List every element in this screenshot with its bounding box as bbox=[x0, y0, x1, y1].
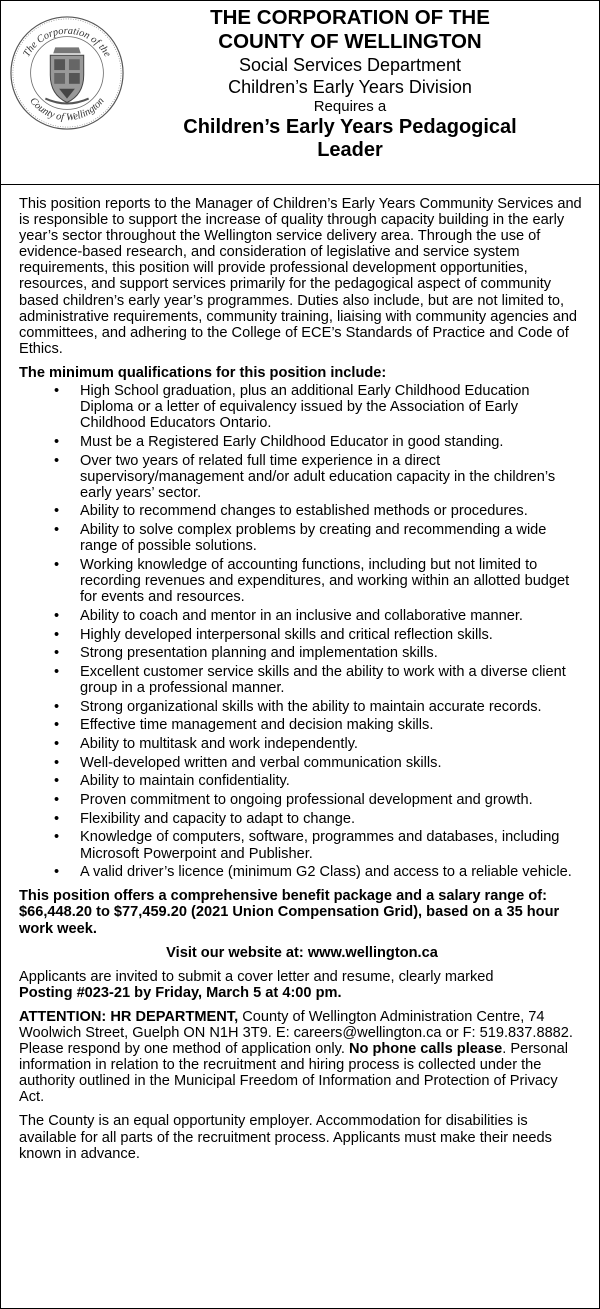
salary-paragraph: This position offers a comprehensive benefit package and a salary range of: $66,448.20 to $77,459.20 (2021 Union Compensation Grid), based on a 35 hour work week. bbox=[19, 888, 560, 937]
qualification-text: High School graduation, plus an additional Early Childhood Education Diploma or a letter of equivalency issued by the Association of Early Childhood Educators Ontario. bbox=[80, 383, 530, 432]
bullet-icon: • bbox=[54, 864, 60, 881]
bullet-icon: • bbox=[54, 736, 60, 753]
ad-body bbox=[19, 196, 585, 1170]
bullet-icon: • bbox=[54, 773, 60, 790]
qualification-text: Flexibility and capacity to adapt to change. bbox=[80, 810, 356, 827]
bullet-icon: • bbox=[54, 663, 60, 680]
bullet-icon: • bbox=[54, 383, 60, 400]
qualification-item bbox=[19, 829, 585, 861]
attention-text-2: . Personal information in relation to the recruitment and hiring process is collected under the authority outlined in the Municipal Freedom of Information and Protection of Privacy Act. bbox=[19, 1041, 568, 1106]
qualification-text: Must be a Registered Early Childhood Educator in good standing. bbox=[80, 433, 504, 450]
svg-text:The Corporation of the: The Corporation of the bbox=[21, 25, 113, 59]
website-line: Visit our website at: www.wellington.ca bbox=[166, 944, 438, 961]
qualification-text: Highly developed interpersonal skills and critical reflection skills. bbox=[80, 626, 493, 643]
division-name: Children’s Early Years Division bbox=[228, 77, 472, 97]
qualification-item bbox=[19, 773, 585, 789]
qualification-text: A valid driver’s licence (minimum G2 Class) and access to a reliable vehicle. bbox=[80, 864, 572, 881]
ad-header bbox=[0, 0, 600, 185]
no-phone-calls: No phone calls please bbox=[348, 1041, 503, 1058]
bullet-icon: • bbox=[54, 607, 60, 624]
qualification-text: Well-developed written and verbal communication skills. bbox=[80, 754, 442, 771]
qualification-item bbox=[19, 608, 585, 624]
qualification-item bbox=[19, 736, 585, 752]
qualification-item bbox=[19, 645, 585, 661]
equal-opportunity-paragraph: The County is an equal opportunity employer. Accommodation for disabilities is available for all parts of the recruitment process. Applicants must make their needs known in advance. bbox=[19, 1113, 552, 1162]
qualification-item bbox=[19, 664, 585, 696]
department-name: Social Services Department bbox=[238, 55, 462, 75]
attention-paragraph bbox=[19, 1009, 585, 1106]
qualification-item bbox=[19, 503, 585, 519]
qualifications-heading: The minimum qualifications for this position include: bbox=[19, 364, 387, 381]
bullet-icon: • bbox=[54, 626, 60, 643]
qualifications-list bbox=[19, 383, 585, 880]
qualification-item bbox=[19, 557, 585, 605]
posting-deadline: Posting #023-21 by Friday, March 5 at 4:00 pm. bbox=[19, 984, 342, 1001]
qualification-item bbox=[19, 453, 585, 501]
qualification-item bbox=[19, 434, 585, 450]
qualification-text: Ability to recommend changes to established methods or procedures. bbox=[80, 503, 528, 520]
qualification-text: Working knowledge of accounting functions, including but not limited to recording revenues and expenditures, and working within an allotted budget for events and resources. bbox=[80, 556, 570, 606]
job-title-line-2: Leader bbox=[317, 139, 383, 161]
qualification-item bbox=[19, 699, 585, 715]
bullet-icon: • bbox=[54, 433, 60, 450]
bullet-icon: • bbox=[54, 452, 60, 469]
qualification-text: Ability to coach and mentor in an inclusive and collaborative manner. bbox=[80, 607, 523, 624]
bullet-icon: • bbox=[54, 522, 60, 539]
qualification-text: Over two years of related full time experience in a direct supervisory/management and/or adult education capacity in the children’s early years’ sector. bbox=[80, 452, 556, 501]
svg-text:County of Wellington: County of Wellington bbox=[27, 95, 107, 124]
bullet-icon: • bbox=[54, 792, 60, 809]
attention-text-1: County of Wellington Administration Centre, 74 Woolwich Street, Guelph ON N1H 3T9. E: careers@wellington.ca or F: 519.837.8882. Please respond by one method of application only. bbox=[19, 1008, 573, 1058]
bullet-icon: • bbox=[54, 810, 60, 827]
qualification-text: Excellent customer service skills and the ability to work with a diverse client group in a professional manner. bbox=[80, 663, 566, 696]
corporation-line-2: COUNTY OF WELLINGTON bbox=[218, 30, 482, 53]
requires-label: Requires a bbox=[313, 98, 387, 115]
qualification-item bbox=[19, 383, 585, 431]
qualification-item bbox=[19, 717, 585, 733]
qualification-text: Strong presentation planning and implementation skills. bbox=[80, 645, 438, 662]
bullet-icon: • bbox=[54, 556, 60, 573]
apply-paragraph bbox=[19, 969, 585, 1001]
qualification-item bbox=[19, 522, 585, 554]
qualification-item bbox=[19, 755, 585, 771]
corporation-line-1: THE CORPORATION OF THE bbox=[210, 6, 490, 29]
apply-text: Applicants are invited to submit a cover letter and resume, clearly marked bbox=[19, 968, 494, 985]
qualification-text: Ability to solve complex problems by creating and recommending a wide range of possible solutions. bbox=[80, 522, 547, 555]
qualification-text: Strong organizational skills with the ability to maintain accurate records. bbox=[80, 698, 542, 715]
bullet-icon: • bbox=[54, 503, 60, 520]
bullet-icon: • bbox=[54, 754, 60, 771]
qualification-text: Ability to maintain confidentiality. bbox=[80, 773, 290, 790]
intro-paragraph: This position reports to the Manager of Children’s Early Years Community Services and is responsible to support the increase of quality through capacity building in the early year’s sector throughout the Wellington service delivery area. Through the use of evidence-based research, and consideration of legislative and service system requirements, this position will provide professional development opportunities, resources, and support services primarily for the pedagogical aspect of community based children’s early year’s programmes. Duties also include, but are not limited to, administrative requirements, community training, liaising with community agencies and committees, and adhering to the College of ECE’s Standards of Practice and Code of Ethics. bbox=[19, 196, 582, 357]
qualification-item bbox=[19, 811, 585, 827]
attention-label: ATTENTION: HR DEPARTMENT, bbox=[19, 1008, 239, 1025]
qualification-item bbox=[19, 627, 585, 643]
county-seal-logo bbox=[8, 14, 126, 132]
qualification-text: Proven commitment to ongoing professional development and growth. bbox=[80, 792, 533, 809]
bullet-icon: • bbox=[54, 698, 60, 715]
qualification-text: Knowledge of computers, software, programmes and databases, including Microsoft Powerpoint and Publisher. bbox=[80, 829, 560, 862]
qualification-text: Effective time management and decision making skills. bbox=[80, 717, 434, 734]
bullet-icon: • bbox=[54, 645, 60, 662]
bullet-icon: • bbox=[54, 829, 60, 846]
qualification-item bbox=[19, 792, 585, 808]
qualification-item bbox=[19, 864, 585, 880]
job-title-line-1: Children’s Early Years Pedagogical bbox=[183, 116, 517, 138]
bullet-icon: • bbox=[54, 717, 60, 734]
qualification-text: Ability to multitask and work independently. bbox=[80, 736, 358, 753]
